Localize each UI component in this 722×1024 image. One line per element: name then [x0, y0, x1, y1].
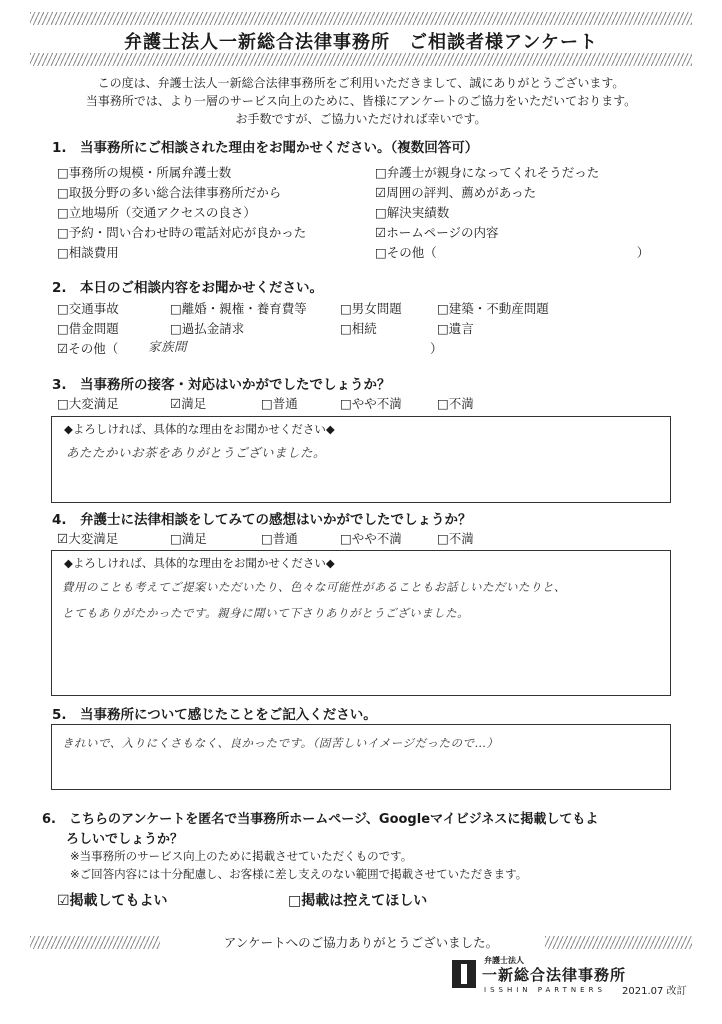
q3-option-somewhat-dissatisfied[interactable]: □やや不満	[340, 396, 402, 411]
q3-handwritten-answer: あたたかいお茶をありがとうございました。	[66, 445, 327, 460]
footer-hatch-right	[545, 936, 692, 949]
q3-option-normal[interactable]: □普通	[261, 396, 298, 411]
footer-thanks: アンケートへのご協力ありがとうございました。	[223, 935, 499, 950]
revision-date: 2021.07 改訂	[622, 986, 687, 997]
q1-option-fee[interactable]: □相談費用	[57, 245, 119, 260]
q3-option-dissatisfied[interactable]: □不満	[437, 396, 474, 411]
q5-handwritten-answer: きれいで、入りにくさもなく、良かったです。（固苦しいイメージだったので…）	[62, 736, 499, 750]
q4-box-prompt: ◆よろしければ、具体的な理由をお聞かせください◆	[64, 556, 335, 570]
q1-option-results[interactable]: □解決実績数	[375, 205, 450, 220]
q2-option-realestate[interactable]: □建築・不動産問題	[437, 301, 549, 316]
firm-logo-icon	[452, 960, 476, 988]
q2-other-handwritten: 家族間	[148, 339, 188, 354]
q1-option-phone[interactable]: □予約・問い合わせ時の電話対応が良かった	[57, 225, 307, 240]
q2-option-relationship[interactable]: □男女問題	[340, 301, 402, 316]
header-hatch-top	[30, 12, 692, 25]
q4-option-dissatisfied[interactable]: □不満	[437, 531, 474, 546]
q6-note-1: ※当事務所のサービス向上のために掲載させていただくものです。	[70, 849, 413, 863]
q5-title: 5. 当事務所について感じたことをご記入ください。	[52, 707, 377, 723]
q4-option-very-satisfied[interactable]: ☑大変満足	[57, 531, 119, 546]
q3-comment-box[interactable]	[51, 416, 671, 503]
q1-title: 1. 当事務所にご相談された理由をお聞かせください。（複数回答可）	[52, 140, 479, 156]
q2-option-overpayment[interactable]: □過払金請求	[170, 321, 245, 336]
q4-option-somewhat-dissatisfied[interactable]: □やや不満	[340, 531, 402, 546]
q2-title: 2. 本日のご相談内容をお聞かせください。	[52, 280, 324, 296]
q4-handwritten-line-2: とてもありがたかったです。親身に聞いて下さりありがとうございました。	[62, 606, 470, 620]
q4-option-normal[interactable]: □普通	[261, 531, 298, 546]
q1-option-location[interactable]: □立地場所（交通アクセスの良さ）	[57, 205, 256, 220]
q4-handwritten-line-1: 費用のことも考えてご提案いただいたり、色々な可能性があることもお話しいただいたりと、	[62, 580, 566, 594]
q5-comment-box[interactable]	[51, 724, 671, 790]
q4-option-satisfied[interactable]: □満足	[170, 531, 207, 546]
q3-title: 3. 当事務所の接客・対応はいかがでしたでしょうか？	[52, 377, 391, 393]
q6-option-decline[interactable]: □掲載は控えてほしい	[288, 893, 428, 909]
q1-option-website[interactable]: ☑ホームページの内容	[375, 225, 499, 240]
q3-option-very-satisfied[interactable]: □大変満足	[57, 396, 119, 411]
intro-line-1: この度は、弁護士法人一新総合法律事務所をご利用いただきまして、誠にありがとうございます。	[97, 76, 625, 90]
q1-option-scale[interactable]: □事務所の規模・所属弁護士数	[57, 165, 232, 180]
q6-title-line-2: ろしいでしょうか？	[66, 832, 184, 847]
q2-option-debt[interactable]: □借金問題	[57, 321, 119, 336]
logo-english-name: ISSHIN PARTNERS	[484, 986, 606, 994]
page-title: 弁護士法人一新総合法律事務所 ご相談者様アンケート	[124, 32, 598, 53]
q1-option-fields[interactable]: □取扱分野の多い総合法律事務所だから	[57, 185, 282, 200]
logo-firm-name: 一新総合法律事務所	[482, 966, 627, 984]
q3-box-prompt: ◆よろしければ、具体的な理由をお聞かせください◆	[64, 422, 335, 436]
intro-line-2: 当事務所では、より一層のサービス向上のために、皆様にアンケートのご協力をいただいております。	[85, 94, 637, 108]
logo-small-text: 弁護士法人	[484, 956, 524, 965]
q2-other-close-paren: ）	[430, 341, 443, 356]
q6-title-line-1: 6. こちらのアンケートを匿名で当事務所ホームページ、Googleマイビジネスに掲載してもよ	[42, 812, 599, 827]
q6-note-2: ※ご回答内容には十分配慮し、お客様に差し支えのない範囲で掲載させていただきます。	[70, 867, 528, 881]
header-hatch-bottom	[30, 53, 692, 66]
q4-comment-box[interactable]	[51, 550, 671, 696]
q2-option-traffic[interactable]: □交通事故	[57, 301, 119, 316]
q3-option-satisfied[interactable]: ☑満足	[170, 396, 207, 411]
q1-option-reputation[interactable]: ☑周囲の評判、薦めがあった	[375, 185, 537, 200]
q2-option-will[interactable]: □遺言	[437, 321, 474, 336]
q2-option-inheritance[interactable]: □相続	[340, 321, 377, 336]
q4-title: 4. 弁護士に法律相談をしてみての感想はいかがでしたでしょうか？	[52, 512, 472, 528]
q2-option-other[interactable]: ☑その他（	[57, 341, 119, 356]
q1-option-other[interactable]: □その他（ ）	[375, 245, 650, 260]
q2-option-divorce[interactable]: □離婚・親権・養育費等	[170, 301, 307, 316]
intro-line-3: お手数ですが、ご協力いただければ幸いです。	[235, 112, 487, 126]
q6-option-allow[interactable]: ☑掲載してもよい	[57, 893, 168, 909]
q1-option-caring[interactable]: □弁護士が親身になってくれそうだった	[375, 165, 600, 180]
